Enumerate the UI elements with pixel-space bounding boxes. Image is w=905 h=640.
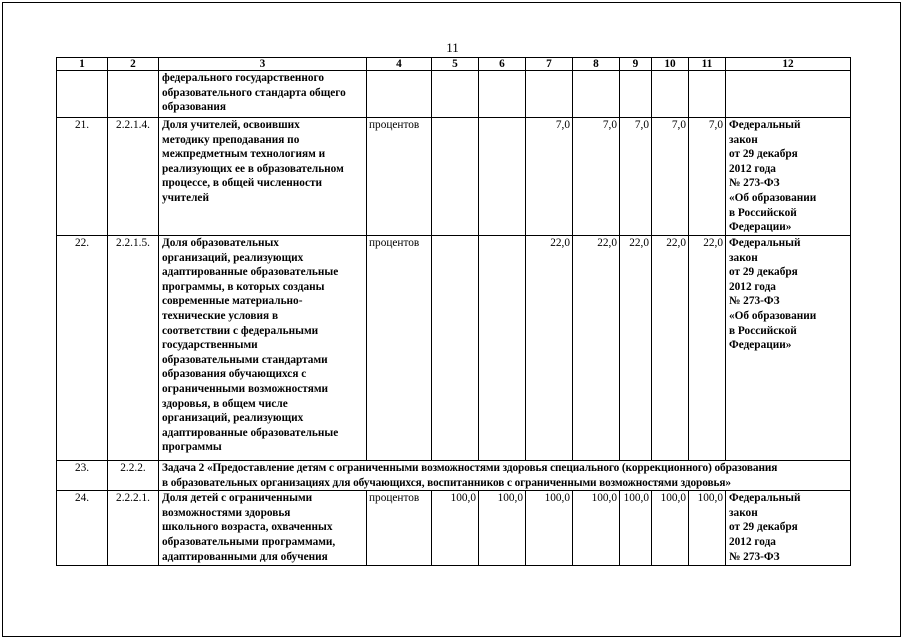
row-code: 2.2.1.4. (108, 118, 159, 236)
indicator-description: Доля образовательных организаций, реализующих адаптированные образовательные программы, в которых созданы современные материально- технические условия в соответствии с федеральными государственными образовательными стандартами образования обучающихся с ограниченными возможностями здоровья, в общем числе организаций, реализующих адаптированные образовательные программы (159, 236, 367, 461)
value-cell: 100,0 (689, 491, 726, 566)
row-number: 24. (57, 491, 108, 566)
value-cell: 22,0 (526, 236, 573, 461)
indicator-description: федерального государственного образовательного стандарта общего образования (159, 71, 367, 118)
col-header: 10 (652, 58, 689, 71)
page-number: 11 (446, 40, 459, 55)
value-cell: 22,0 (652, 236, 689, 461)
table-row-continuation (57, 71, 851, 118)
value-cell: 7,0 (620, 118, 652, 236)
value-cell: 7,0 (526, 118, 573, 236)
row-number: 22. (57, 236, 108, 461)
value-cell: 22,0 (573, 236, 620, 461)
column-number-row (57, 58, 851, 71)
indicator-description: Доля учителей, освоивших методику преподавания по межпредметным технологиям и реализующих ее в образовательном процессе, в общей численности учителей (159, 118, 367, 236)
col-header: 4 (367, 58, 432, 71)
value-cell: 7,0 (652, 118, 689, 236)
legal-basis: Федеральный закон от 29 декабря 2012 года № 273-ФЗ (726, 491, 851, 566)
value-cell: 22,0 (620, 236, 652, 461)
table-row (57, 491, 851, 566)
row-number: 21. (57, 118, 108, 236)
value-cell: 100,0 (573, 491, 620, 566)
unit: процентов (367, 118, 432, 236)
table-row (57, 118, 851, 236)
row-number: 23. (57, 461, 108, 491)
value-cell: 100,0 (652, 491, 689, 566)
unit: процентов (367, 236, 432, 461)
value-cell: 100,0 (620, 491, 652, 566)
col-header: 5 (432, 58, 479, 71)
col-header: 7 (526, 58, 573, 71)
value-cell: 100,0 (479, 491, 526, 566)
value-cell: 7,0 (689, 118, 726, 236)
value-cell: 100,0 (526, 491, 573, 566)
col-header: 6 (479, 58, 526, 71)
row-code: 2.2.1.5. (108, 236, 159, 461)
value-cell (479, 118, 526, 236)
value-cell: 22,0 (689, 236, 726, 461)
task-row (57, 461, 851, 491)
table-row (57, 236, 851, 461)
unit: процентов (367, 491, 432, 566)
indicators-table (56, 57, 851, 566)
task-description: Задача 2 «Предоставление детям с ограниченными возможностями здоровья специального (коррекционного) образования в образовательных организациях для обучающихся, воспитанников с ограниченными возможностями здоровья» (159, 461, 851, 491)
value-cell: 100,0 (432, 491, 479, 566)
col-header: 11 (689, 58, 726, 71)
value-cell (432, 118, 479, 236)
col-header: 1 (57, 58, 108, 71)
indicator-description: Доля детей с ограниченными возможностями здоровья школьного возраста, охваченных образовательными программами, адаптированными для обучения (159, 491, 367, 566)
value-cell: 7,0 (573, 118, 620, 236)
legal-basis: Федеральный закон от 29 декабря 2012 года № 273-ФЗ «Об образовании в Российской Федерации» (726, 236, 851, 461)
col-header: 3 (159, 58, 367, 71)
row-code: 2.2.2.1. (108, 491, 159, 566)
col-header: 9 (620, 58, 652, 71)
value-cell (432, 236, 479, 461)
row-code: 2.2.2. (108, 461, 159, 491)
value-cell (479, 236, 526, 461)
col-header: 8 (573, 58, 620, 71)
legal-basis: Федеральный закон от 29 декабря 2012 года № 273-ФЗ «Об образовании в Российской Федерации» (726, 118, 851, 236)
col-header: 12 (726, 58, 851, 71)
col-header: 2 (108, 58, 159, 71)
